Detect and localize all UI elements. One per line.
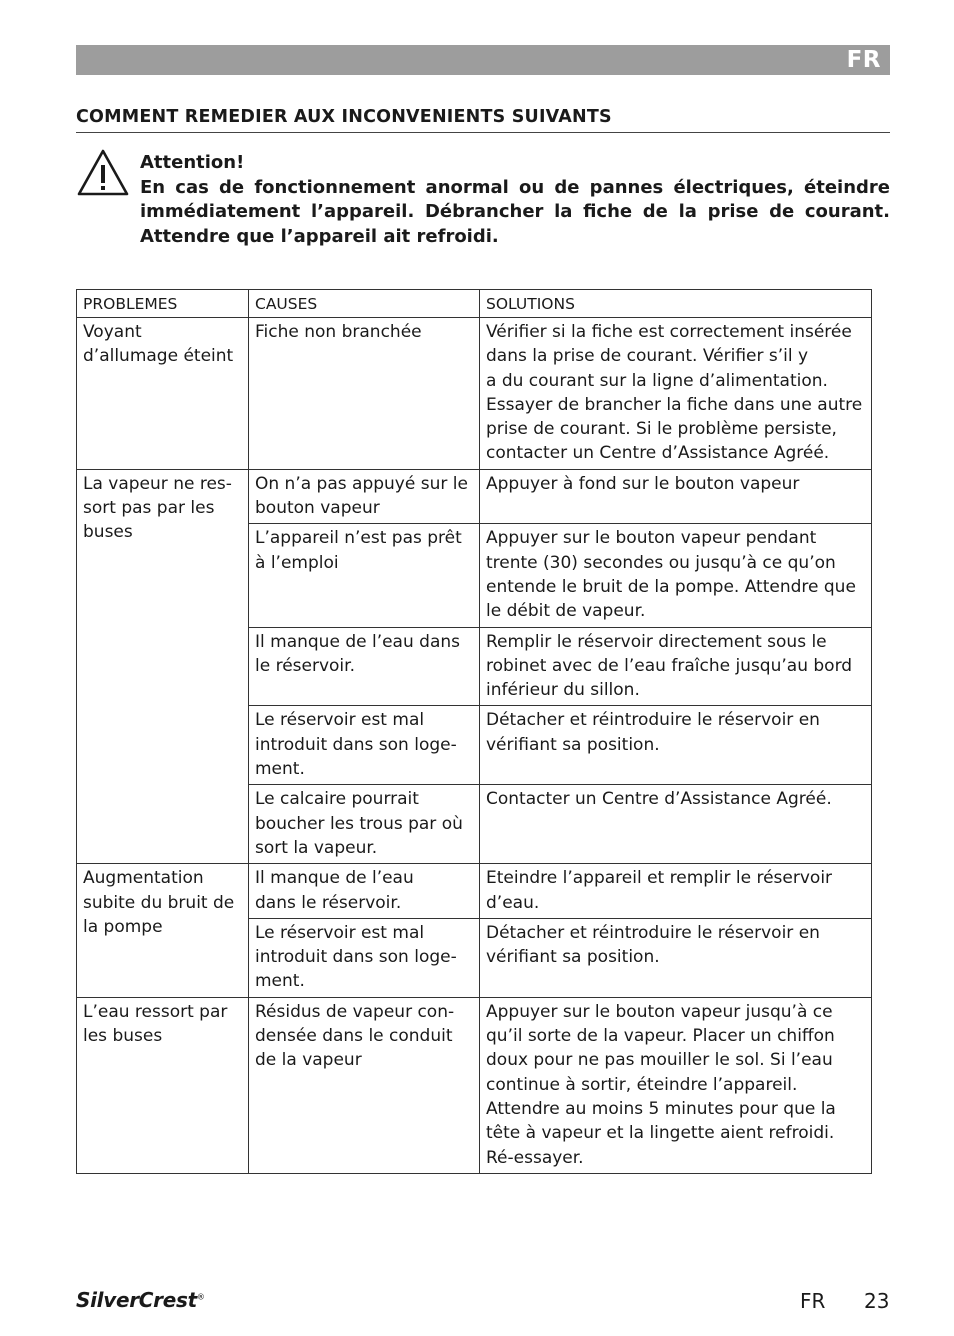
language-code: FR: [846, 47, 881, 73]
solution-cell: Appuyer sur le bouton vapeur pendant trente (30) secondes ou jusqu’à ce qu’on entende le bruit de la pompe. Attendre que le débit de vapeur.: [480, 524, 872, 627]
problem-cell: La vapeur ne res- sort pas par les buses: [77, 469, 249, 863]
cause-cell: Il manque de l’eau dans le réservoir.: [249, 627, 480, 706]
solution-cell: Appuyer à fond sur le bouton vapeur: [480, 469, 872, 524]
troubleshooting-table: [76, 289, 872, 1174]
section-title: COMMENT REMEDIER AUX INCONVENIENTS SUIVANTS: [76, 107, 890, 133]
cause-cell: L’appareil n’est pas prêt à l’emploi: [249, 524, 480, 627]
cause-cell: Il manque de l’eau dans le réservoir.: [249, 864, 480, 919]
cause-cell: Résidus de vapeur con- densée dans le conduit de la vapeur: [249, 997, 480, 1173]
solution-cell: Contacter un Centre d’Assistance Agréé.: [480, 785, 872, 864]
warning-block: [140, 151, 890, 249]
table-row: [77, 469, 872, 524]
header-solutions: SOLUTIONS: [480, 290, 872, 318]
footer-language: FR: [800, 1289, 826, 1313]
solution-cell: Eteindre l’appareil et remplir le réservoir d’eau.: [480, 864, 872, 919]
cause-cell: Le calcaire pourrait boucher les trous par où sort la vapeur.: [249, 785, 480, 864]
solution-cell: Détacher et réintroduire le réservoir en vérifiant sa position.: [480, 918, 872, 997]
table-row: [77, 864, 872, 919]
brand-name: SilverCrest: [76, 1288, 197, 1312]
header-causes: CAUSES: [249, 290, 480, 318]
page-number: 23: [864, 1289, 890, 1313]
table-row: [77, 997, 872, 1173]
brand-mark: ®: [196, 1292, 205, 1302]
problem-cell: L’eau ressort par les buses: [77, 997, 249, 1173]
cause-cell: Le réservoir est mal introduit dans son loge- ment.: [249, 918, 480, 997]
warning-title: Attention!: [140, 152, 245, 173]
solution-cell: Détacher et réintroduire le réservoir en vérifiant sa position.: [480, 706, 872, 785]
table-header-row: [77, 290, 872, 318]
problem-cell: Voyant d’allumage éteint: [77, 318, 249, 470]
solution-cell: Vérifier si la fiche est correctement insérée dans la prise de courant. Vérifier s’il y a du courant sur la ligne d’alimentation. Essayer de brancher la fiche dans une autre prise de courant. Si le problème persiste, contacter un Centre d’Assistance Agréé.: [480, 318, 872, 470]
language-header-bar: [76, 45, 890, 75]
brand-logo: [76, 1288, 205, 1312]
header-problems: PROBLEMES: [77, 290, 249, 318]
table-row: [77, 318, 872, 470]
problem-cell: Augmentation subite du bruit de la pompe: [77, 864, 249, 997]
solution-cell: Remplir le réservoir directement sous le robinet avec de l’eau fraîche jusqu’au bord inférieur du sillon.: [480, 627, 872, 706]
cause-cell: On n’a pas appuyé sur le bouton vapeur: [249, 469, 480, 524]
warning-triangle-icon: [76, 148, 130, 198]
warning-message: En cas de fonctionnement anormal ou de pannes électriques, éteindre immédiatement l’appareil. Débrancher la fiche de la prise de courant. Attendre que l’appareil ait refroidi.: [140, 176, 890, 247]
solution-cell: Appuyer sur le bouton vapeur jusqu’à ce qu’il sorte de la vapeur. Placer un chiffon doux pour ne pas mouiller le sol. Si l’eau continue à sortir, éteindre l’appareil. Attendre au moins 5 minutes pour que la tête à vapeur et la lingette aient refroidi. Ré-essayer.: [480, 997, 872, 1173]
cause-cell: Fiche non branchée: [249, 318, 480, 470]
cause-cell: Le réservoir est mal introduit dans son loge- ment.: [249, 706, 480, 785]
